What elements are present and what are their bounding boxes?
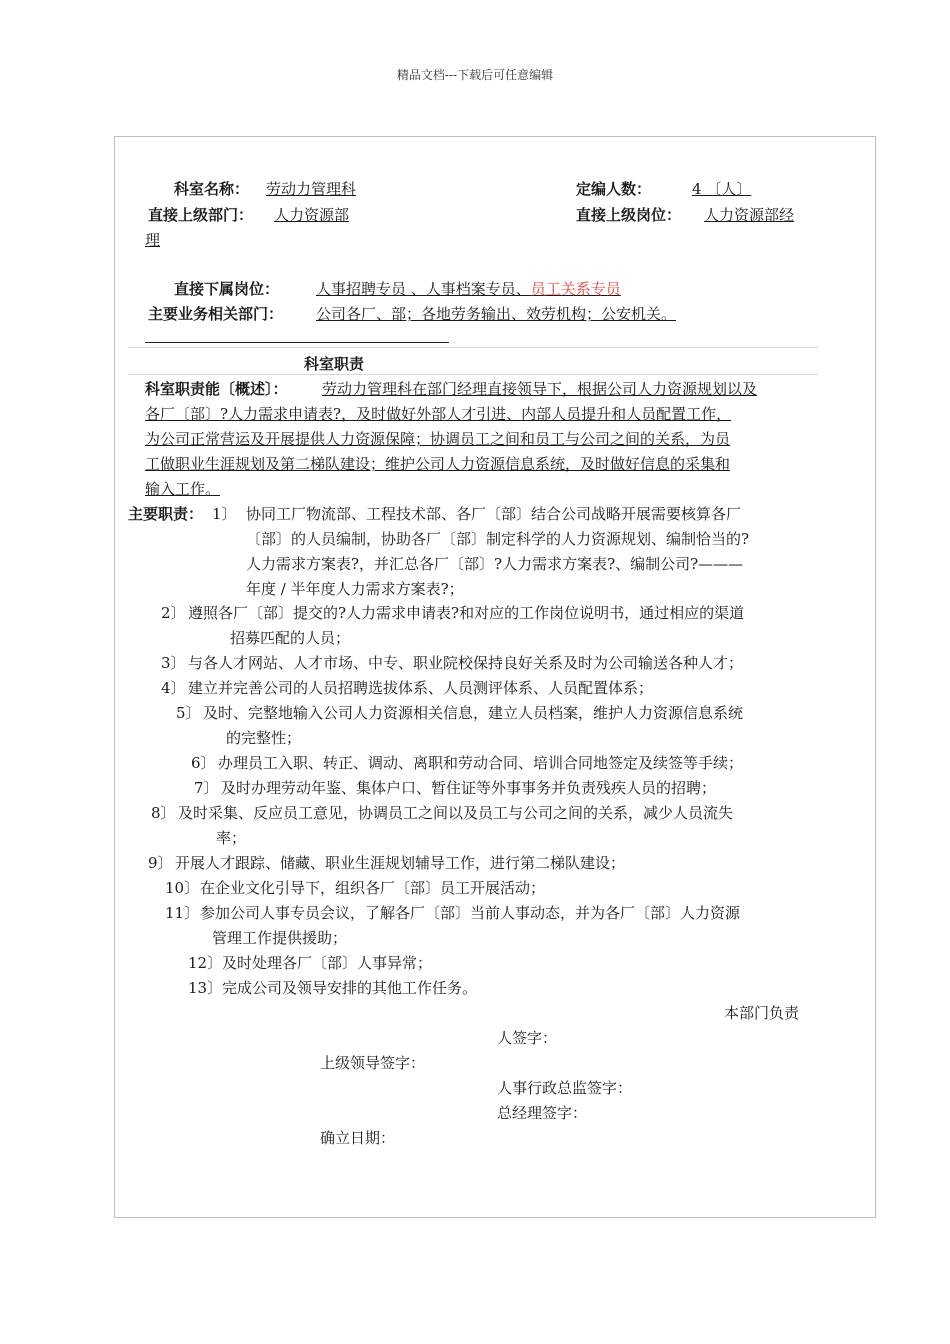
duty-number: 10〕 <box>165 879 200 897</box>
superior-signature-label: 上级领导签字： <box>320 1054 426 1072</box>
dept-head-signature-label-cont: 人签字： <box>497 1029 558 1047</box>
duty-text: 建立并完善公司的人员招聘选拔体系、人员测评体系、人员配置体系； <box>188 679 654 697</box>
underline-rule <box>145 342 449 343</box>
date-label: 确立日期： <box>320 1129 396 1147</box>
duty-text: 参加公司人事专员会议，了解各厂〔部〕当前人事动态，并为各厂〔部〕人力资源 <box>200 904 741 922</box>
superior-post-value-cont: 理 <box>145 231 161 249</box>
duty-text: 率； <box>216 829 247 847</box>
overview-label: 科室职责能〔概述〕： <box>145 380 288 398</box>
related-dept-label: 主要业务相关部门： <box>148 305 284 323</box>
gm-signature-label: 总经理签字： <box>497 1104 588 1122</box>
duty-text: 人力需求方案表?，并汇总各厂〔部〕?人力需求方案表?、编制公司?——— <box>246 555 744 573</box>
staff-count-value: 4 〔人〕 <box>692 180 752 198</box>
superior-post-label: 直接上级岗位： <box>576 206 682 224</box>
overview-line-3: 为公司正常营运及开展提供人力资源保障；协调员工之间和员工与公司之间的关系，为员 <box>145 430 731 448</box>
duties-label: 主要职责： <box>128 505 204 523</box>
duty-number: 3〕 <box>161 654 186 672</box>
duty-text: 及时、完整地输入公司人力资源相关信息，建立人员档案，维护人力资源信息系统 <box>203 704 744 722</box>
duty-number: 2〕 <box>161 604 186 622</box>
dept-name-value: 劳动力管理科 <box>266 180 357 198</box>
duty-text: 办理员工入职、转正、调动、离职和劳动合同、培训合同地签定及续签等手续； <box>218 754 744 772</box>
hr-director-signature-label: 人事行政总监签字： <box>497 1079 633 1097</box>
duty-text: 〔部〕的人员编制，协助各厂〔部〕制定科学的人力资源规划、编制恰当的? <box>246 530 750 548</box>
duty-text: 与各人才网站、人才市场、中专、职业院校保持良好关系及时为公司输送各种人才； <box>188 654 744 672</box>
duty-text: 及时处理各厂〔部〕人事异常； <box>222 954 433 972</box>
sub-posts-value: 人事招聘专员 、人事档案专员、员工关系专员 <box>316 280 621 298</box>
staff-count-label: 定编人数： <box>576 180 652 198</box>
sub-posts-label: 直接下属岗位： <box>174 280 280 298</box>
overview-line-1: 劳动力管理科在部门经理直接领导下，根据公司人力资源规划以及 <box>322 380 758 398</box>
duty-number: 13〕 <box>188 979 223 997</box>
duty-number: 7〕 <box>194 779 219 797</box>
overview-line-5: 输入工作。 <box>145 480 221 498</box>
duty-text: 管理工作提供援助； <box>212 929 348 947</box>
duty-number: 6〕 <box>191 754 216 772</box>
duty-number: 11〕 <box>165 904 200 922</box>
duty-text: 年度 / 半年度人力需求方案表?； <box>246 580 464 598</box>
section-title: 科室职责 <box>304 355 365 373</box>
duty-text: 开展人才跟踪、储藏、职业生涯规划辅导工作，进行第二梯队建设； <box>175 854 626 872</box>
duty-text: 在企业文化引导下，组织各厂〔部〕员工开展活动； <box>200 879 546 897</box>
overview-line-2: 各厂〔部〕?人力需求申请表?，及时做好外部人才引进、内部人员提升和人员配置工作， <box>145 405 732 423</box>
duty-number: 12〕 <box>188 954 223 972</box>
duty-text: 及时采集、反应员工意见，协调员工之间以及员工与公司之间的关系，减少人员流失 <box>178 804 734 822</box>
duty-text: 及时办理劳动年鉴、集体户口、暂住证等外事事务并负责残疾人员的招聘； <box>221 779 717 797</box>
duty-text: 完成公司及领导安排的其他工作任务。 <box>222 979 478 997</box>
dept-name-label: 科室名称： <box>174 180 250 198</box>
duty-number: 8〕 <box>151 804 176 822</box>
duty-number: 5〕 <box>176 704 201 722</box>
related-dept-value: 公司各厂、部；各地劳务输出、效劳机构；公安机关。 <box>316 305 677 323</box>
duty-number: 9〕 <box>148 854 173 872</box>
watermark-text: 精品文档---下载后可任意编辑 <box>396 68 554 82</box>
table-separator <box>128 347 818 348</box>
superior-dept-label: 直接上级部门： <box>148 206 254 224</box>
overview-line-4: 工做职业生涯规划及第二梯队建设；维护公司人力资源信息系统，及时做好信息的采集和 <box>145 455 731 473</box>
duty-text: 协同工厂物流部、工程技术部、各厂〔部〕结合公司战略开展需要核算各厂 <box>246 505 742 523</box>
superior-dept-value: 人力资源部 <box>274 206 350 224</box>
dept-head-signature-label: 本部门负责 <box>724 1004 800 1022</box>
duty-text: 的完整性； <box>226 729 302 747</box>
duty-number: 1〕 <box>212 505 237 523</box>
sub-post-employee-relations: 员工关系专员 <box>530 280 621 298</box>
table-separator-2 <box>128 374 818 375</box>
duty-text: 遵照各厂〔部〕提交的?人力需求申请表?和对应的工作岗位说明书，通过相应的渠道 <box>188 604 745 622</box>
superior-post-value: 人力资源部经 <box>704 206 795 224</box>
duty-number: 4〕 <box>161 679 186 697</box>
duty-text: 招募匹配的人员； <box>230 629 351 647</box>
